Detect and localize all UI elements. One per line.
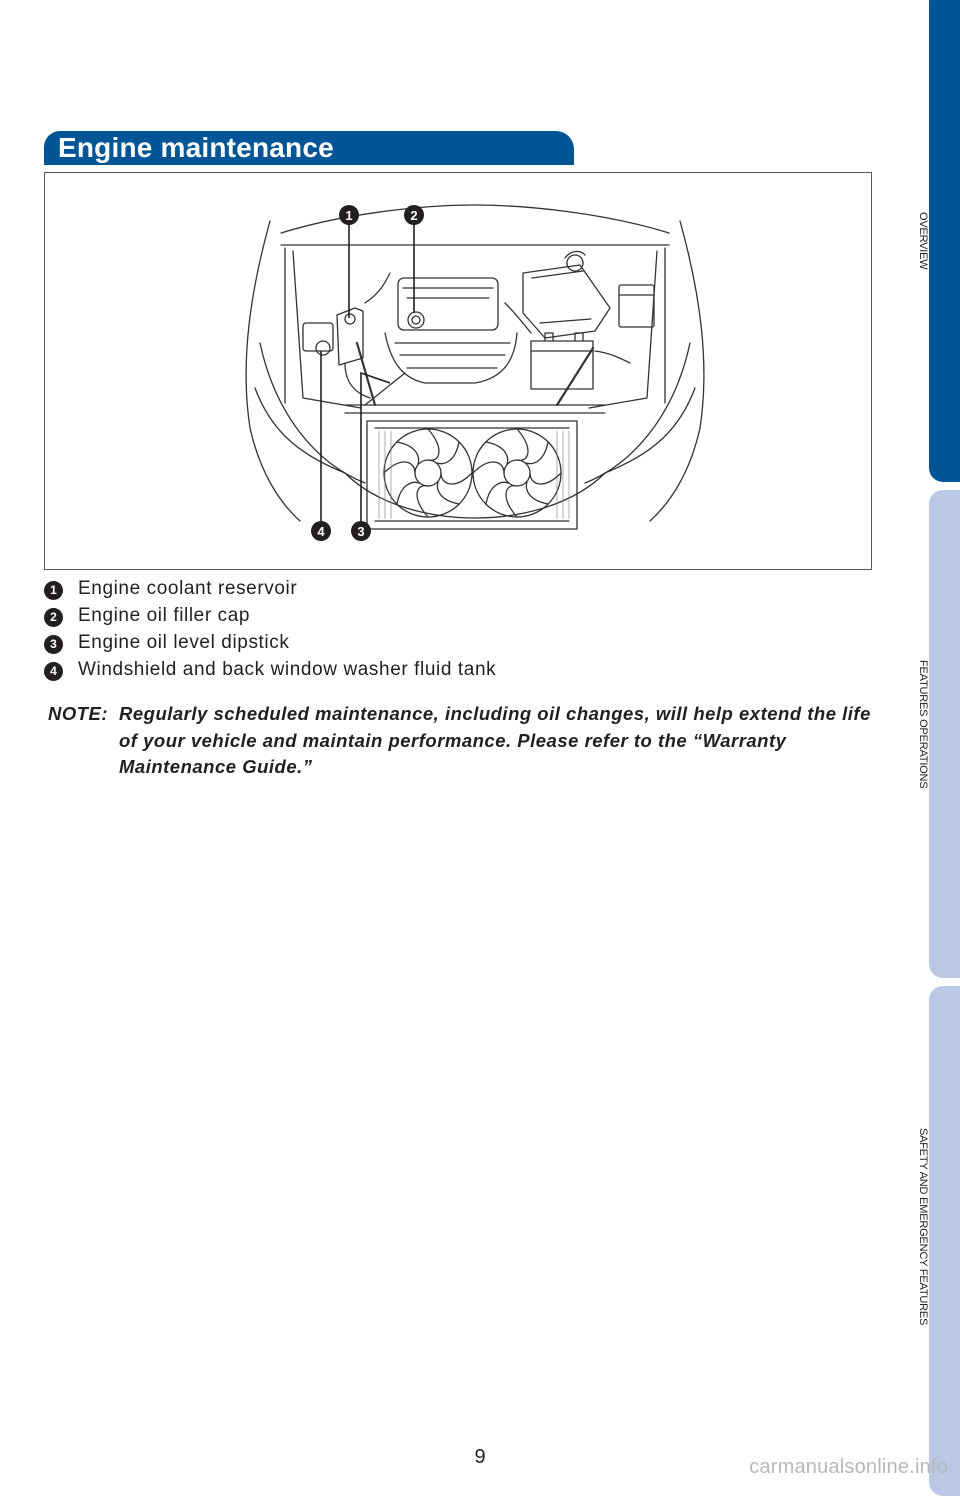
side-tab-overview[interactable] [929, 0, 960, 482]
callout-2-label: 2 [410, 208, 418, 223]
callout-3-label: 3 [357, 524, 365, 539]
legend-number-3: 3 [44, 635, 63, 654]
note-label: NOTE: [48, 703, 109, 724]
legend-text-4: Windshield and back window washer fluid tank [78, 659, 497, 680]
engine-bay-figure [44, 172, 872, 570]
section-title-bar [44, 131, 574, 165]
side-label-safety-emergency: SAFETY AND EMERGENCY FEATURES [917, 1128, 929, 1326]
legend-text-3: Engine oil level dipstick [78, 632, 290, 653]
side-tab-features-operations[interactable] [929, 490, 960, 978]
legend-number-4: 4 [44, 662, 63, 681]
legend-number-2: 2 [44, 608, 63, 627]
callout-4-label: 4 [317, 524, 325, 539]
side-tab-safety-emergency[interactable] [929, 986, 960, 1496]
legend-text-2: Engine oil filler cap [78, 605, 251, 626]
callout-4-marker [311, 521, 331, 541]
side-label-features-operations: FEATURES OPERATIONS [917, 660, 929, 789]
callout-1-label: 1 [345, 208, 353, 223]
page-number: 9 [474, 1446, 486, 1468]
legend-text-1: Engine coolant reservoir [78, 578, 298, 599]
watermark: carmanualsonline.info [749, 1456, 948, 1478]
legend-number-1: 1 [44, 581, 63, 600]
side-label-overview: OVERVIEW [917, 212, 929, 270]
section-title: Engine maintenance [58, 132, 334, 163]
engine-bay-illustration [45, 173, 873, 571]
callout-2-marker [404, 205, 424, 225]
callout-1-marker [339, 205, 359, 225]
callout-3-marker [351, 521, 371, 541]
note-text: Regularly scheduled maintenance, including oil changes, will help extend the life of your vehicle and maintain performance. Please refer to the “Warranty Maintenance Guide.” [119, 703, 871, 777]
